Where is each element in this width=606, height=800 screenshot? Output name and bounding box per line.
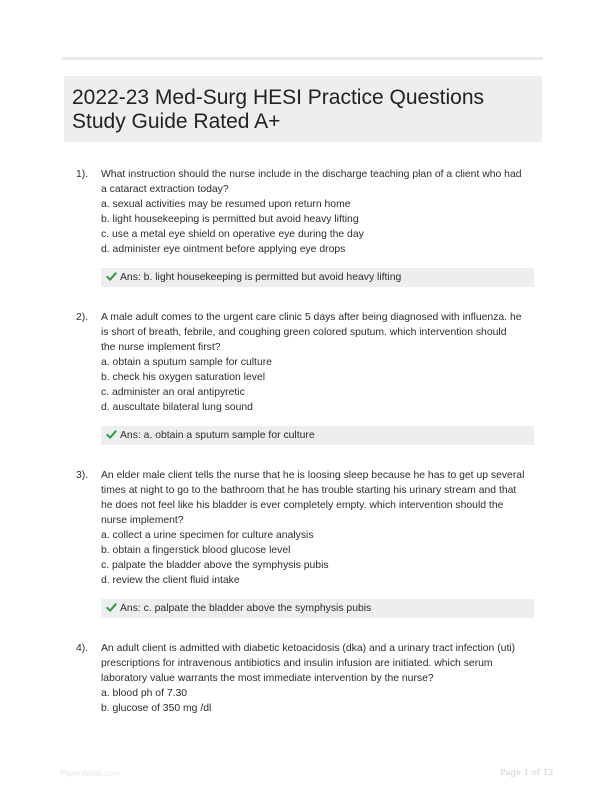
title-box — [64, 76, 542, 142]
question-text-line: laboratory value warrants the most immediate intervention by the nurse? — [101, 673, 434, 684]
question-body — [101, 468, 540, 588]
question-text-line: a cataract extraction today? — [101, 184, 229, 195]
question-text-line: A male adult comes to the urgent care clinic 5 days after being diagnosed with influenza. he — [101, 312, 522, 323]
top-rule — [62, 57, 543, 60]
question-body — [101, 310, 540, 415]
option-b: b. obtain a fingerstick blood glucose level — [101, 545, 291, 556]
page-number: Page 1 of 12 — [500, 768, 554, 778]
answer-box-2 — [101, 426, 534, 445]
page-title: 2022-23 Med-Surg HESI Practice Questions Study Guide Rated A+ — [72, 86, 485, 133]
question-3 — [76, 468, 540, 588]
watermark-text: PaperWebb.com — [60, 769, 120, 778]
question-text-line: is short of breath, febrile, and coughing green colored sputum. which intervention should — [101, 327, 507, 338]
option-b: b. check his oxygen saturation level — [101, 372, 266, 383]
option-d: d. auscultate bilateral lung sound — [101, 402, 253, 413]
option-a: a. sexual activities may be resumed upon return home — [101, 199, 351, 210]
answer-box-3 — [101, 599, 534, 618]
question-body — [101, 641, 540, 716]
option-a: a. collect a urine specimen for culture analysis — [101, 530, 314, 541]
question-text-line: the nurse implement first? — [101, 342, 221, 353]
option-d: d. review the client fluid intake — [101, 575, 240, 586]
question-number: 4). — [76, 643, 89, 654]
question-text-line: times at night to go to the bathroom that he has trouble starting his urinary stream and that — [101, 485, 517, 496]
question-text-line: An elder male client tells the nurse that he is loosing sleep because he has to get up several — [101, 470, 525, 481]
question-body — [101, 167, 540, 257]
option-c: c. administer an oral antipyretic — [101, 387, 245, 398]
question-number: 3). — [76, 470, 89, 481]
question-4 — [76, 641, 540, 716]
question-text-line: An adult client is admitted with diabetic ketoacidosis (dka) and a urinary tract infection (uti) — [101, 643, 516, 654]
question-number: 1). — [76, 169, 89, 180]
answer-text: Ans: c. palpate the bladder above the symphysis pubis — [120, 603, 372, 614]
option-b: b. light housekeeping is permitted but avoid heavy lifting — [101, 214, 359, 225]
option-a: a. blood ph of 7.30 — [101, 688, 188, 699]
question-1 — [76, 167, 540, 257]
question-2 — [76, 310, 540, 415]
answer-text: Ans: a. obtain a sputum sample for culture — [120, 430, 315, 441]
option-d: d. administer eye ointment before applying eye drops — [101, 244, 346, 255]
option-b: b. glucose of 350 mg /dl — [101, 703, 212, 714]
question-text-line: he does not feel like his bladder is ever completely empty. which intervention should the — [101, 500, 504, 511]
option-a: a. obtain a sputum sample for culture — [101, 357, 272, 368]
check-icon — [106, 429, 117, 440]
answer-box-1 — [101, 268, 534, 287]
question-text-line: prescriptions for intravenous antibiotics and insulin infusion are initiated. which serum — [101, 658, 493, 669]
answer-text: Ans: b. light housekeeping is permitted but avoid heavy lifting — [120, 272, 402, 283]
check-icon — [106, 271, 117, 282]
question-text-line: nurse implement? — [101, 515, 184, 526]
option-c: c. use a metal eye shield on operative eye during the day — [101, 229, 364, 240]
question-text-line: What instruction should the nurse include in the discharge teaching plan of a client who had — [101, 169, 522, 180]
option-c: c. palpate the bladder above the symphysis pubis — [101, 560, 329, 571]
check-icon — [106, 602, 117, 613]
question-number: 2). — [76, 312, 89, 323]
